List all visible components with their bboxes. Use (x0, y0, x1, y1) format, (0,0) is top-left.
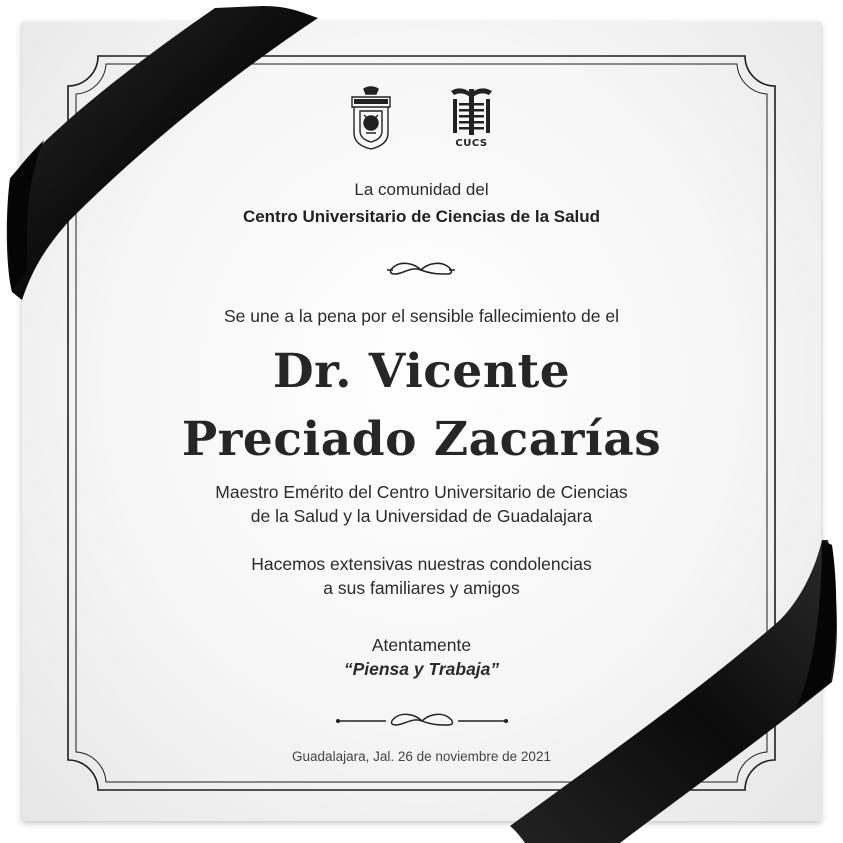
description-line2: de la Salud y la Universidad de Guadalajara (250, 506, 593, 526)
sentence-text: Se une a la pena por el sensible fallecimiento de el (224, 306, 619, 326)
closing-text: Atentamente (371, 635, 472, 655)
motto-text: “Piensa y Trabaja” (343, 659, 500, 679)
date-text: Guadalajara, Jal. 26 de noviembre de 2021 (292, 749, 551, 764)
intro-text: La comunidad del (354, 180, 489, 199)
deceased-name-line1: Dr. Vicente (272, 344, 571, 399)
condolences-line2: a sus familiares y amigos (323, 578, 520, 598)
cucs-logo-label: CUCS (455, 138, 488, 149)
deceased-name-line2: Preciado Zacarías (181, 412, 662, 467)
description-line1: Maestro Emérito del Centro Universitario de Ciencias (215, 482, 628, 502)
condolences-line1: Hacemos extensivas nuestras condolencias (251, 554, 592, 574)
center-name: Centro Universitario de Ciencias de la Salud (242, 207, 601, 226)
